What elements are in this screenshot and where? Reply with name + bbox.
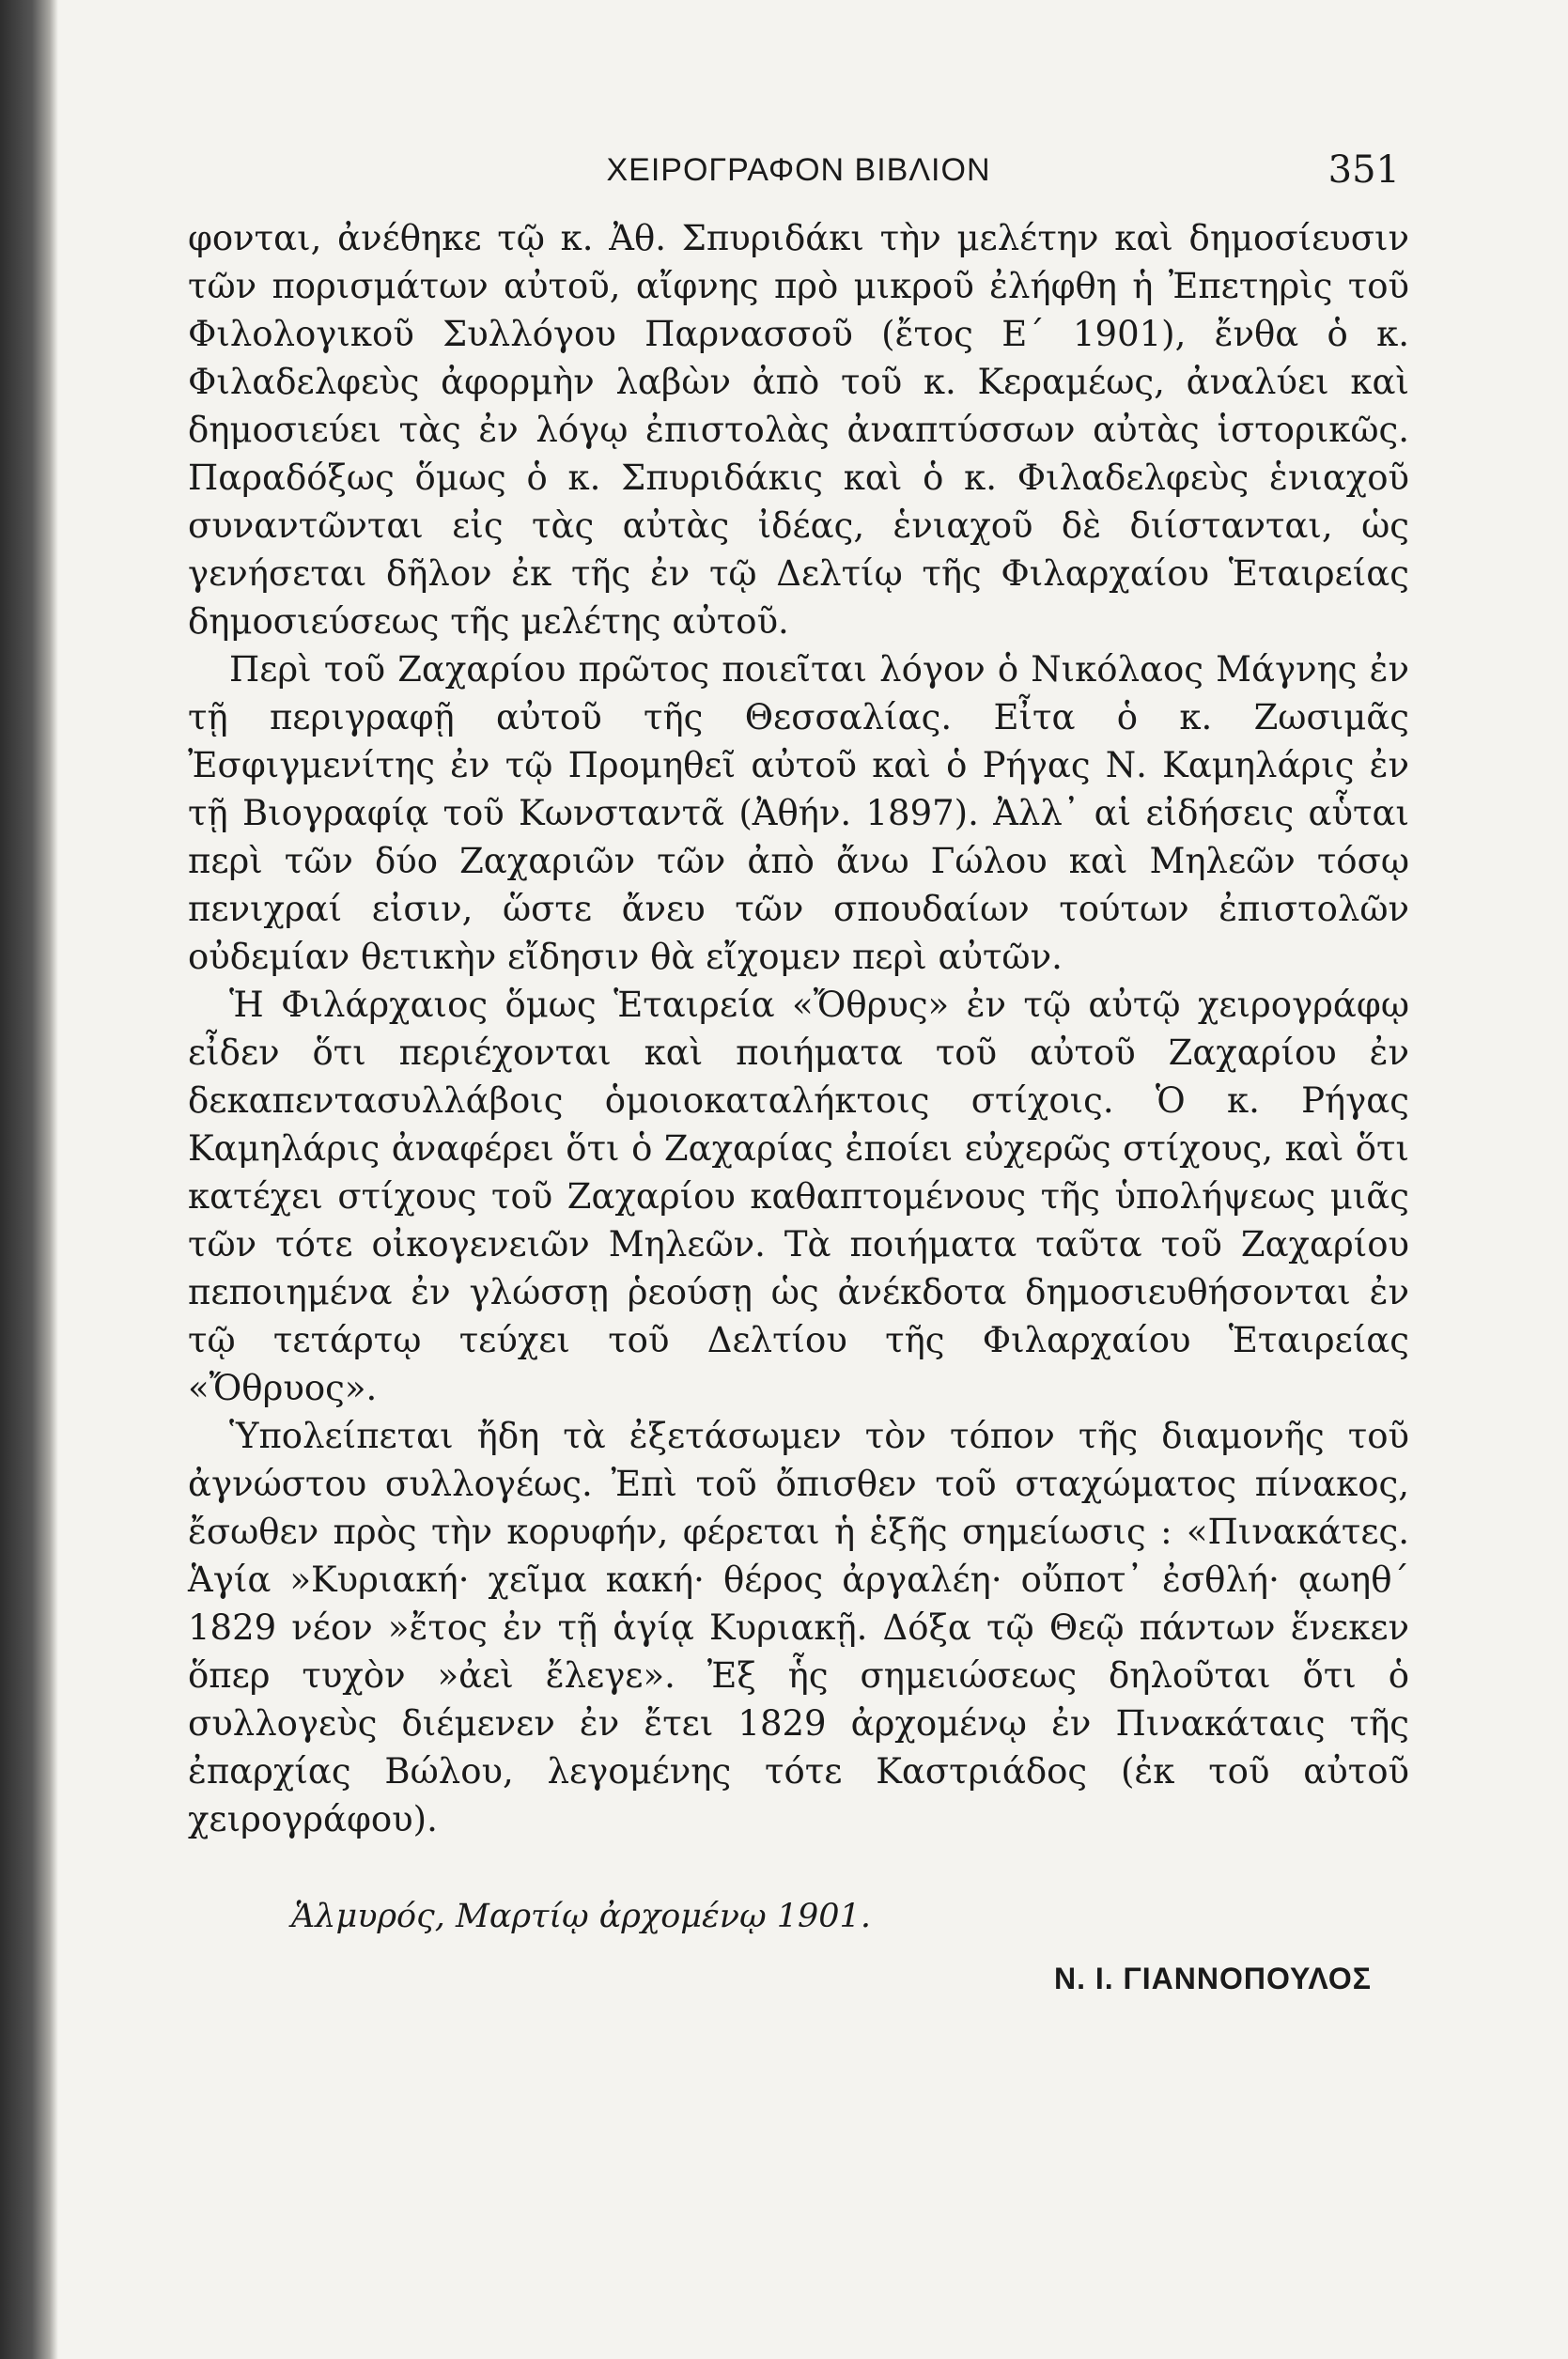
paragraph-4: Ὑπολείπεται ἤδη τὰ ἐξετάσωμεν τὸν τόπον τῆς διαμονῆς τοῦ ἀγνώστου συλλογέως. Ἐπὶ τοῦ ὄπισθεν τοῦ σταχώματος πίνακος, ἔσωθεν πρὸς τὴν κορυφήν, φέρεται ἡ ἑξῆς σημείωσις : «Πινακάτες. Ἁγία »Κυριακή· χεῖμα κακή· θέρος ἀργαλέη· οὔποτ᾽ ἐσθλή· ᾳωηθ´ 1829 νέον »ἔτος ἐν τῇ ἁγίᾳ Κυριακῇ. Δόξα τῷ Θεῷ πάντων ἕνεκεν ὅπερ τυχὸν »ἀεὶ ἔλεγε». Ἐξ ἧς σημειώσεως δηλοῦται ὅτι ὁ συλλογεὺς διέμενεν ἐν ἔτει 1829 ἀρχομένῳ ἐν Πινακάταις τῆς ἐπαρχίας Βώλου, λεγομένης τότε Καστριάδος (ἐκ τοῦ αὐτοῦ χειρογράφου). — [188, 1416, 1409, 1839]
author-signature: Ν. Ι. ΓΙΑΝΝΟΠΟΥΛΟΣ — [1053, 1962, 1372, 1995]
book-page — [188, 141, 1409, 2255]
binding-shadow — [0, 0, 58, 2359]
page-number: 351 — [1327, 148, 1400, 192]
paragraph-3: Ἡ Φιλάρχαιος ὅμως Ἑταιρεία «Ὄθρυς» ἐν τῷ αὐτῷ χειρογράφῳ εἶδεν ὅτι περιέχονται καὶ ποιήματα τοῦ αὐτοῦ Ζαχαρίου ἐν δεκαπεντασυλλάβοις ὁμοιοκαταλήκτοις στίχοις. Ὁ κ. Ρήγας Καμηλάρις ἀναφέρει ὅτι ὁ Ζαχαρίας ἐποίει εὐχερῶς στίχους, καὶ ὅτι κατέχει στίχους τοῦ Ζαχαρίου καθαπτομένους τῆς ὑπολήψεως μιᾶς τῶν τότε οἰκογενειῶν Μηλεῶν. Τὰ ποιήματα ταῦτα τοῦ Ζαχαρίου πεποιημένα ἐν γλώσσῃ ῥεούσῃ ὡς ἀνέκδοτα δημοσιευθήσονται ἐν τῷ τετάρτῳ τεύχει τοῦ Δελτίου τῆς Φιλαρχαίου Ἑταιρείας «Ὄθρυος». — [188, 985, 1409, 1408]
running-title: ΧΕΙΡΟΓΡΑΦΟΝ ΒΙΒΛΙΟΝ — [606, 152, 991, 188]
paragraph-2: Περὶ τοῦ Ζαχαρίου πρῶτος ποιεῖται λόγον ὁ Νικόλαος Μάγνης ἐν τῇ περιγραφῇ αὐτοῦ τῆς Θεσσαλίας. Εἶτα ὁ κ. Ζωσιμᾶς Ἐσφιγμενίτης ἐν τῷ Προμηθεῖ αὐτοῦ καὶ ὁ Ρήγας Ν. Καμηλάρις ἐν τῇ Βιογραφίᾳ τοῦ Κωνσταντᾶ (Ἀθήν. 1897). Ἀλλ᾽ αἱ εἰδήσεις αὗται περὶ τῶν δύο Ζαχαριῶν τῶν ἀπὸ ἄνω Γώλου καὶ Μηλεῶν τόσῳ πενιχραί εἰσιν, ὥστε ἄνευ τῶν σπουδαίων τούτων ἐπιστολῶν οὐδεμίαν θετικὴν εἴδησιν θὰ εἴχομεν περὶ αὐτῶν. — [188, 649, 1409, 977]
running-head — [188, 141, 1409, 207]
paragraph-1: φονται, ἀνέθηκε τῷ κ. Ἀθ. Σπυριδάκι τὴν μελέτην καὶ δημοσίευσιν τῶν πορισμάτων αὐτοῦ, αἴφνης πρὸ μικροῦ ἐλήφθη ἡ Ἐπετηρὶς τοῦ Φιλολογικοῦ Συλλόγου Παρνασσοῦ (ἔτος Ε´ 1901), ἔνθα ὁ κ. Φιλαδελφεὺς ἀφορμὴν λαβὼν ἀπὸ τοῦ κ. Κεραμέως, ἀναλύει καὶ δημοσιεύει τὰς ἐν λόγῳ ἐπιστολὰς ἀναπτύσσων αὐτὰς ἱστορικῶς. Παραδόξως ὅμως ὁ κ. Σπυριδάκις καὶ ὁ κ. Φιλαδελφεὺς ἑνιαχοῦ συναντῶνται εἰς τὰς αὐτὰς ἰδέας, ἑνιαχοῦ δὲ διίστανται, ὡς γενήσεται δῆλον ἐκ τῆς ἐν τῷ Δελτίῳ τῆς Φιλαρχαίου Ἑταιρείας δημοσιεύσεως τῆς μελέτης αὐτοῦ. — [188, 218, 1409, 642]
body-text — [188, 214, 1409, 1843]
place-date: Ἁλμυρός, Μαρτίῳ ἀρχομένῳ 1901. — [291, 1898, 871, 1935]
closing-block — [188, 1898, 1409, 2048]
